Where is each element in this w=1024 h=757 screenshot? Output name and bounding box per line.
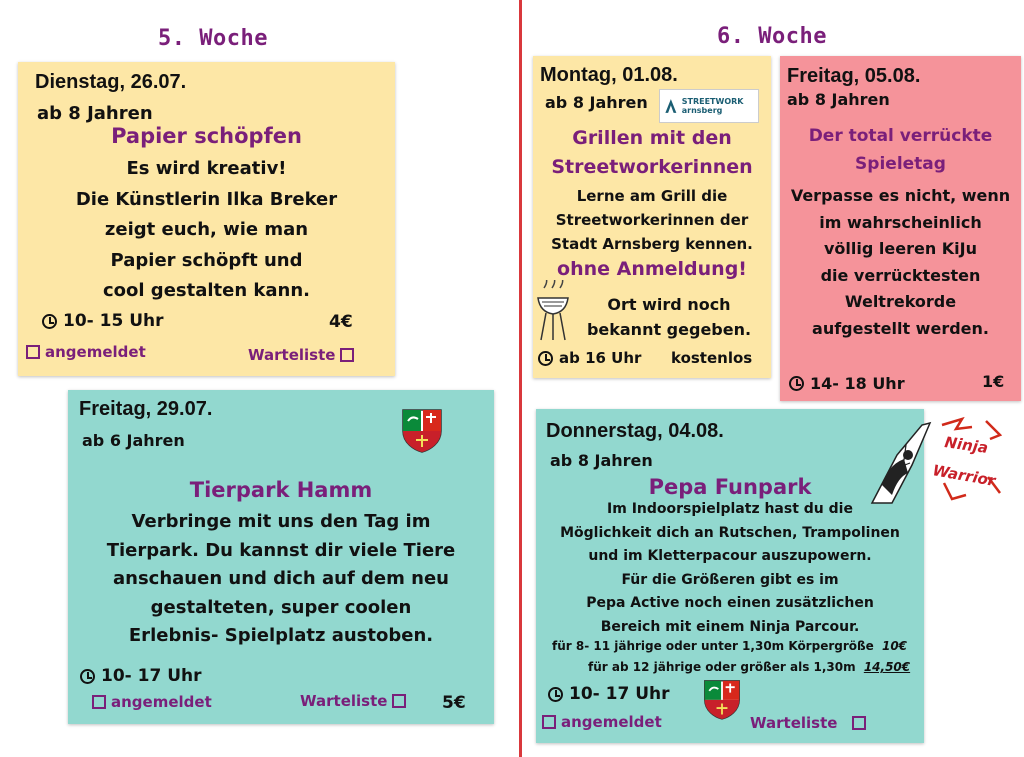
description-line: Verpasse es nicht, wenn — [790, 186, 1011, 205]
description-line: Weltrekorde — [844, 292, 957, 311]
event-age: ab 8 Jahren — [37, 103, 153, 124]
checkbox-icon[interactable] — [852, 716, 866, 730]
event-time-text: 14- 18 Uhr — [810, 374, 905, 393]
checkbox-icon[interactable] — [340, 348, 354, 362]
event-date: Montag, 01.08. — [540, 64, 678, 86]
waitlist-label: Warteliste — [750, 714, 838, 732]
waitlist-checkbox[interactable] — [300, 692, 406, 710]
title-line: Streetworkerinnen — [551, 156, 753, 178]
streetwork-logo — [659, 89, 759, 123]
description-line: cool gestalten kann. — [102, 280, 311, 301]
description-line: Für die Größeren gibt es im — [621, 571, 839, 588]
price-condition: für 8- 11 jährige oder unter 1,30m Körpergröße — [552, 639, 874, 653]
event-title: Papier schöpfen — [111, 124, 302, 148]
event-location — [567, 292, 771, 342]
event-time-text: 10- 17 Uhr — [569, 684, 670, 704]
description-line: die verrücktesten — [820, 265, 981, 285]
registered-checkbox[interactable] — [26, 343, 146, 361]
event-age: ab 8 Jahren — [545, 93, 648, 112]
event-card-freitag-2907 — [68, 390, 494, 724]
checkbox-icon[interactable] — [392, 694, 406, 708]
description-line: anschauen und dich auf dem neu — [112, 568, 449, 589]
checkbox-icon[interactable] — [92, 695, 106, 709]
registered-label: angemeldet — [561, 713, 662, 731]
event-age: ab 8 Jahren — [550, 451, 653, 470]
event-description — [533, 184, 771, 256]
description-line: zeigt euch, wie man — [104, 219, 309, 240]
event-date: Dienstag, 26.07. — [35, 71, 187, 93]
event-age: ab 8 Jahren — [787, 90, 890, 109]
event-age: ab 6 Jahren — [82, 431, 185, 450]
description-line: und im Kletterpacour auszupowern. — [588, 548, 872, 564]
event-title: Tierpark Hamm — [189, 478, 373, 502]
title-line: Der total verrückte — [808, 126, 993, 146]
event-card-dienstag — [18, 62, 395, 376]
waitlist-label: Warteliste — [248, 346, 336, 364]
registered-checkbox[interactable] — [542, 713, 662, 731]
nrw-coat-of-arms-icon — [400, 407, 444, 453]
description-line: Erlebnis- Spielplatz austoben. — [128, 625, 434, 646]
event-price: 4€ — [329, 312, 353, 332]
svg-text:Ninja: Ninja — [943, 433, 990, 458]
event-time-text: 10- 15 Uhr — [63, 311, 164, 331]
ninja-warrior-icon — [852, 415, 1002, 505]
description-line: Verbringe mit uns den Tag im — [131, 511, 431, 532]
price-value: 10€ — [881, 639, 908, 653]
location-line: bekannt gegeben. — [586, 320, 752, 339]
event-date: Freitag, 05.08. — [787, 65, 921, 87]
checkbox-icon[interactable] — [542, 715, 556, 729]
event-price: 1€ — [982, 372, 1005, 391]
description-line: im wahrscheinlich — [819, 212, 982, 232]
price-line-1 — [552, 639, 907, 653]
description-line: Streetworkerinnen der — [555, 211, 749, 229]
description-line: Die Künstlerin Ilka Breker — [75, 188, 338, 210]
week-6-title: 6. Woche — [717, 24, 827, 49]
description-line: Stadt Arnsberg kennen. — [551, 235, 753, 253]
clock-icon — [42, 314, 57, 329]
event-title: Pepa Funpark — [648, 475, 812, 499]
clock-icon — [789, 376, 804, 391]
event-date: Freitag, 29.07. — [79, 398, 213, 420]
price-line-2 — [588, 660, 910, 674]
logo-text: STREETWORK arnsberg — [681, 97, 744, 115]
description-line: Lerne am Grill die — [576, 187, 728, 205]
event-time-text: 10- 17 Uhr — [101, 666, 202, 686]
waitlist-label: Warteliste — [300, 692, 388, 710]
event-time-text: ab 16 Uhr — [559, 349, 642, 367]
no-registration-note: ohne Anmeldung! — [557, 258, 747, 280]
event-description — [18, 154, 395, 307]
event-price: kostenlos — [671, 349, 753, 367]
registered-label: angemeldet — [111, 693, 212, 711]
clock-icon — [80, 669, 95, 684]
event-time — [42, 311, 164, 331]
location-line: Ort wird noch — [607, 295, 731, 314]
description-line: völlig leeren KiJu — [823, 239, 977, 258]
price-value: 14,50€ — [863, 660, 911, 674]
event-description — [536, 498, 924, 639]
description-line: Möglichkeit dich an Rutschen, Trampolinen — [560, 524, 900, 541]
event-time — [538, 349, 641, 367]
waitlist-checkbox[interactable] — [750, 714, 866, 732]
registered-checkbox[interactable] — [92, 693, 212, 711]
event-card-montag — [533, 56, 771, 378]
waitlist-checkbox[interactable] — [248, 346, 354, 364]
event-time — [548, 684, 670, 704]
event-description — [780, 183, 1021, 342]
streetwork-a-icon — [664, 94, 678, 118]
description-line: aufgestellt werden. — [812, 318, 989, 338]
grill-icon — [536, 280, 570, 342]
price-condition: für ab 12 jährige oder größer als 1,30m — [588, 660, 856, 674]
description-line: Bereich mit einem Ninja Parcour. — [600, 618, 860, 635]
svg-text:Warrior: Warrior — [931, 461, 997, 490]
event-description — [68, 508, 494, 651]
event-card-freitag-0508 — [780, 56, 1021, 401]
event-time — [789, 374, 905, 393]
clock-icon — [548, 687, 563, 702]
registered-label: angemeldet — [45, 343, 146, 361]
week-5-title: 5. Woche — [158, 26, 268, 51]
description-line: Tierpark. Du kannst dir viele Tiere — [106, 539, 456, 561]
description-line: Pepa Active noch einen zusätzlichen — [586, 595, 874, 611]
description-line: Papier schöpft und — [110, 249, 303, 271]
title-line: Grillen mit den — [572, 127, 732, 149]
nrw-coat-of-arms-icon — [702, 678, 742, 720]
clock-icon — [538, 351, 553, 366]
description-line: Im Indoorspielplatz hast du die — [607, 501, 853, 517]
event-title — [780, 122, 1021, 178]
event-date: Donnerstag, 04.08. — [546, 420, 724, 442]
event-title — [533, 124, 771, 182]
description-line: Es wird kreativ! — [126, 158, 287, 179]
event-price: 5€ — [442, 693, 466, 713]
title-line: Spieletag — [855, 154, 946, 174]
event-time — [80, 666, 202, 686]
checkbox-icon[interactable] — [26, 345, 40, 359]
column-divider — [519, 0, 522, 757]
description-line: gestalteten, super coolen — [150, 596, 412, 618]
